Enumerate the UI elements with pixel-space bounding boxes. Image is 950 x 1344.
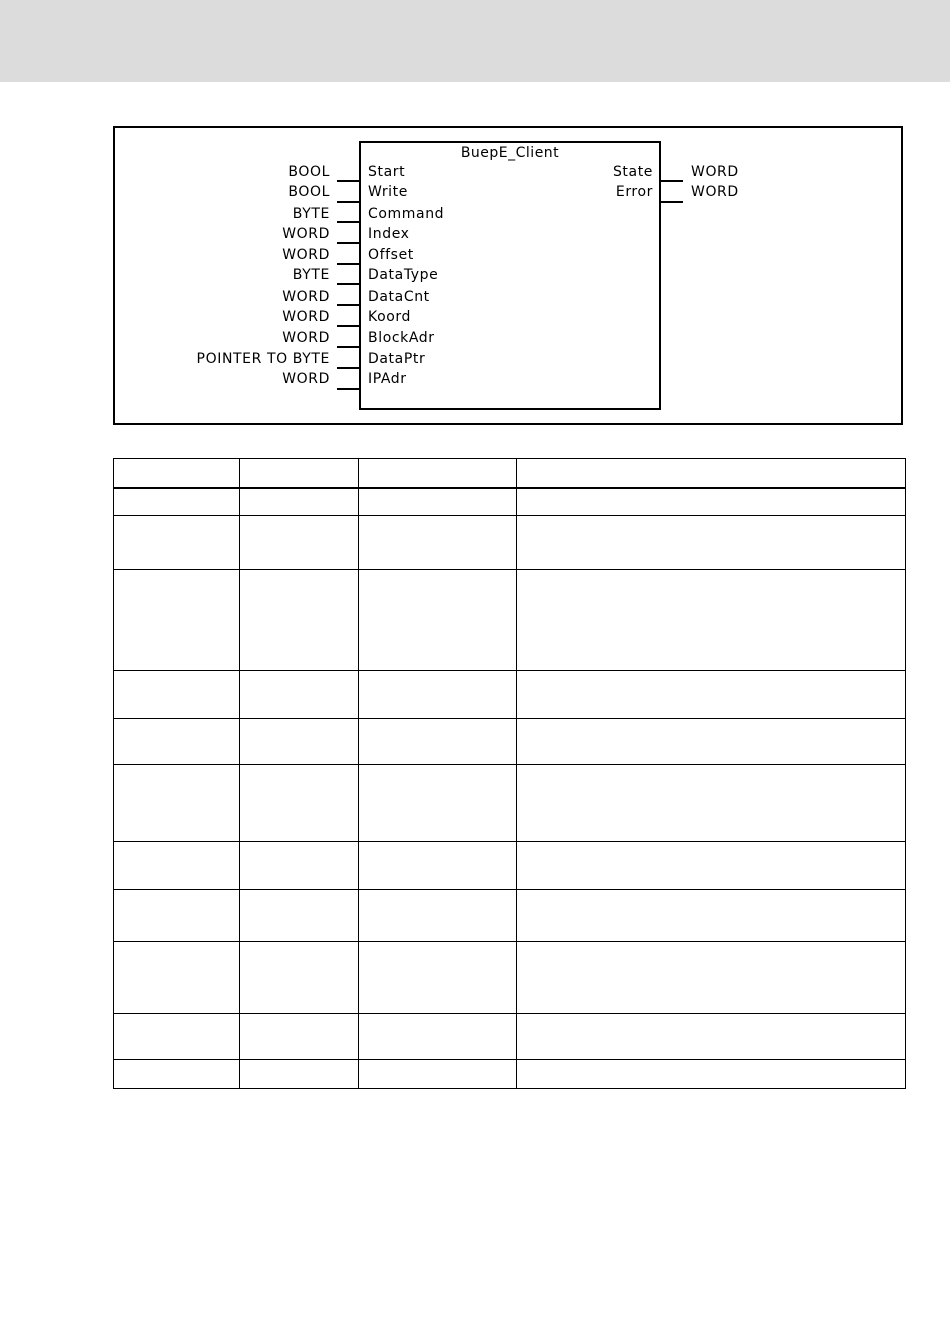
input-wire-write (337, 201, 359, 203)
input-name-blockadr: BlockAdr (368, 330, 435, 346)
input-name-koord: Koord (368, 309, 412, 325)
table-header-cell (240, 459, 359, 488)
table-header-row (114, 459, 906, 488)
input-wire-datacnt (337, 304, 359, 306)
table-cell (240, 1060, 359, 1089)
table-cell (114, 765, 240, 842)
table-cell (359, 671, 517, 719)
table-cell (240, 942, 359, 1014)
table-cell (114, 570, 240, 671)
input-wire-offset (337, 263, 359, 265)
table-cell (359, 1014, 517, 1060)
table-row (114, 842, 906, 890)
input-name-write: Write (368, 184, 408, 200)
table-cell (114, 842, 240, 890)
parameter-table (113, 458, 906, 1089)
input-name-command: Command (368, 206, 445, 222)
input-type-ipadr: WORD (282, 371, 330, 387)
table-cell (359, 719, 517, 765)
table-row (114, 890, 906, 942)
table-cell (359, 942, 517, 1014)
output-type-error: WORD (691, 184, 739, 200)
table-cell (517, 570, 906, 671)
table-row (114, 942, 906, 1014)
table-cell (517, 1014, 906, 1060)
input-type-koord: WORD (282, 309, 330, 325)
table-cell (517, 719, 906, 765)
table-cell (240, 488, 359, 516)
table-cell (114, 671, 240, 719)
table-cell (359, 1060, 517, 1089)
table-cell (240, 671, 359, 719)
input-wire-ipadr (337, 388, 359, 390)
input-wire-koord (337, 325, 359, 327)
table-cell (517, 671, 906, 719)
output-wire-error (661, 201, 683, 203)
table-row (114, 570, 906, 671)
output-name-error: Error (615, 184, 653, 200)
input-name-dataptr: DataPtr (368, 351, 426, 367)
table-cell (359, 890, 517, 942)
table-row (114, 719, 906, 765)
table-cell (359, 842, 517, 890)
input-name-datacnt: DataCnt (368, 289, 430, 305)
table-cell (359, 516, 517, 570)
table-cell (240, 570, 359, 671)
table-cell (517, 890, 906, 942)
input-wire-datatype (337, 283, 359, 285)
table-cell (517, 488, 906, 516)
table-cell (240, 1014, 359, 1060)
output-name-state: State (612, 164, 653, 180)
table-cell (517, 942, 906, 1014)
table-cell (517, 765, 906, 842)
table-cell (517, 1060, 906, 1089)
table-header-cell (114, 459, 240, 488)
input-wire-dataptr (337, 367, 359, 369)
table-cell (240, 842, 359, 890)
table-cell (359, 570, 517, 671)
table-cell (517, 516, 906, 570)
table-cell (240, 719, 359, 765)
function-block-title: BuepE_Client (460, 145, 560, 161)
input-type-index: WORD (282, 226, 330, 242)
table-cell (114, 942, 240, 1014)
input-type-write: BOOL (288, 184, 330, 200)
input-wire-start (337, 180, 359, 182)
input-wire-index (337, 242, 359, 244)
input-type-command: BYTE (292, 206, 330, 222)
input-name-datatype: DataType (368, 267, 439, 283)
table-cell (359, 765, 517, 842)
table-row (114, 488, 906, 516)
output-type-state: WORD (691, 164, 739, 180)
input-type-offset: WORD (282, 247, 330, 263)
table-cell (114, 1014, 240, 1060)
table-cell (517, 842, 906, 890)
input-type-datatype: BYTE (292, 267, 330, 283)
table-cell (114, 719, 240, 765)
input-wire-blockadr (337, 346, 359, 348)
table-row (114, 516, 906, 570)
input-name-start: Start (368, 164, 406, 180)
table-cell (114, 1060, 240, 1089)
table-cell (114, 488, 240, 516)
input-wire-command (337, 221, 359, 223)
table-row (114, 1014, 906, 1060)
table-cell (114, 516, 240, 570)
page-header-band (0, 0, 950, 82)
table-cell (240, 765, 359, 842)
table-cell (114, 890, 240, 942)
table-row (114, 1060, 906, 1089)
table-row (114, 671, 906, 719)
table-cell (240, 890, 359, 942)
table-cell (359, 488, 517, 516)
input-name-offset: Offset (368, 247, 414, 263)
output-wire-state (661, 180, 683, 182)
input-type-datacnt: WORD (282, 289, 330, 305)
input-type-blockadr: WORD (282, 330, 330, 346)
input-type-start: BOOL (288, 164, 330, 180)
table-cell (240, 516, 359, 570)
input-name-ipadr: IPAdr (368, 371, 407, 387)
table-row (114, 765, 906, 842)
table-header-cell (359, 459, 517, 488)
input-type-dataptr: POINTER TO BYTE (196, 351, 330, 367)
table-header-cell (517, 459, 906, 488)
input-name-index: Index (368, 226, 410, 242)
